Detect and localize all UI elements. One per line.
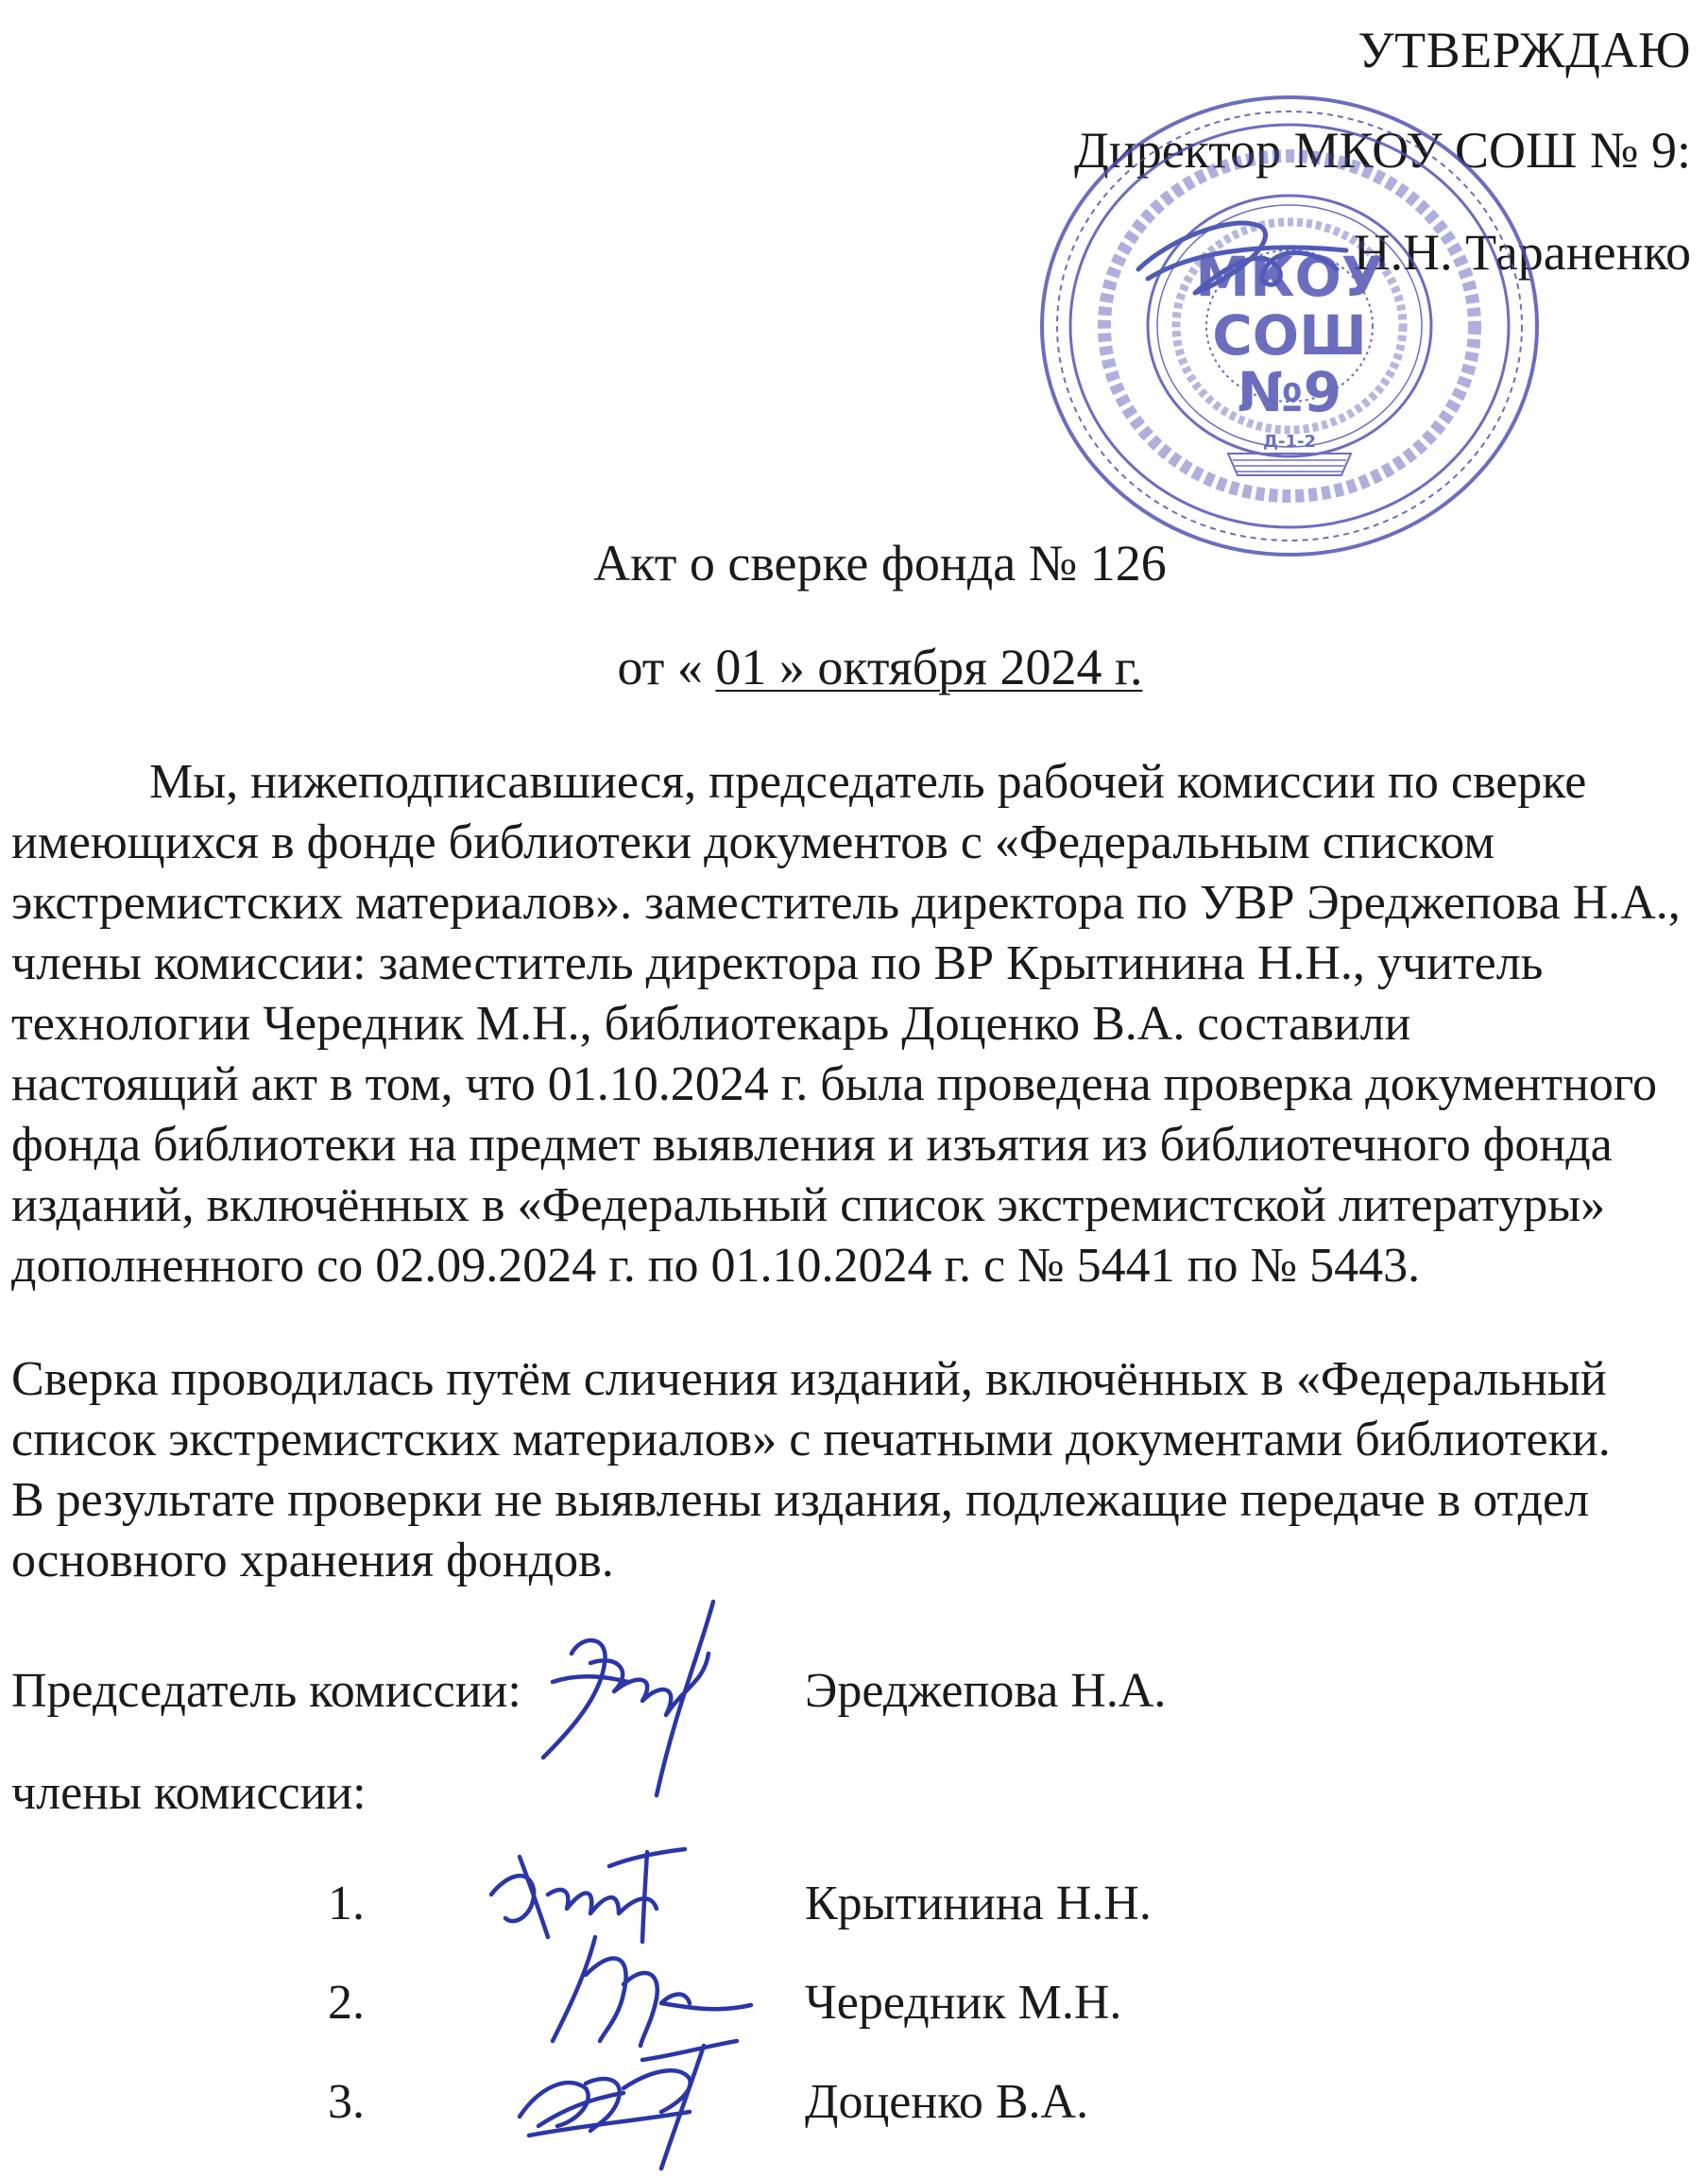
- date-underlined: 01 » октября: [715, 639, 987, 695]
- school-stamp: [1034, 90, 1545, 562]
- paragraph1-line: дополненного со 02.09.2024 г. по 01.10.2024 г. с № 5441 по № 5443.: [11, 1239, 1421, 1293]
- member-name: Крытинина Н.Н.: [805, 1877, 1152, 1930]
- paragraph1-line: Мы, нижеподписавшиеся, председатель рабочей комиссии по сверке: [149, 755, 1587, 809]
- paragraph1-line: изданий, включённых в «Федеральный список экстремистской литературы»: [11, 1178, 1606, 1232]
- member-number: 3.: [328, 2075, 365, 2129]
- paragraph1-line: фонда библиотеки на предмет выявления и изъятия из библиотечного фонда: [11, 1118, 1613, 1172]
- approval-title: УТВЕРЖДАЮ: [1358, 22, 1691, 78]
- member-signature-3: [501, 2032, 746, 2173]
- member-number: 1.: [328, 1877, 365, 1930]
- paragraph1-line: имеющихся в фонде библиотеки документов с «Федеральным списком: [11, 815, 1495, 869]
- paragraph2-line: основного хранения фондов.: [11, 1534, 614, 1587]
- paragraph2-line: В результате проверки не выявлены издания, подлежащие передаче в отдел: [11, 1473, 1590, 1527]
- member-name: Чередник М.Н.: [805, 1976, 1122, 2030]
- approval-name: Н.Н. Тараненко: [1353, 224, 1691, 281]
- chair-label: Председатель комиссии:: [11, 1664, 521, 1718]
- paragraph2-line: Сверка проводилась путём сличения изданий, включённых в «Федеральный: [11, 1352, 1607, 1406]
- document-title: Акт о сверке фонда № 126: [593, 535, 1167, 592]
- paragraph1-line: настоящий акт в том, что 01.10.2024 г. была проведена проверка документного: [11, 1057, 1657, 1111]
- chair-name: Эреджепова Н.А.: [805, 1664, 1167, 1718]
- member-number: 2.: [328, 1976, 365, 2030]
- approval-position: Директор МКОУ СОШ № 9:: [1073, 122, 1691, 179]
- paragraph2-line: список экстремистских материалов» с печатными документами библиотеки.: [11, 1413, 1611, 1466]
- document-date: от « 01 » октября 2024 г.: [617, 639, 1143, 695]
- stamp-line1: МКОУ: [1195, 245, 1384, 309]
- stamp-small: Д-1-2: [1262, 432, 1317, 452]
- paragraph1-line: технологии Чередник М.Н., библиотекарь Доценко В.А. составили: [11, 997, 1411, 1051]
- chair-signature: [515, 1597, 732, 1805]
- paragraph1-line: члены комиссии: заместитель директора по ВР Крытинина Н.Н., учитель: [11, 936, 1544, 990]
- members-label: члены комиссии:: [11, 1766, 367, 1820]
- paragraph1-line: экстремистских материалов». заместитель директора по УВР Эреджепова Н.А.,: [11, 876, 1681, 930]
- stamp-line3: №9: [1237, 360, 1342, 424]
- stamp-line2: СОШ: [1212, 303, 1367, 368]
- member-name: Доценко В.А.: [805, 2075, 1089, 2129]
